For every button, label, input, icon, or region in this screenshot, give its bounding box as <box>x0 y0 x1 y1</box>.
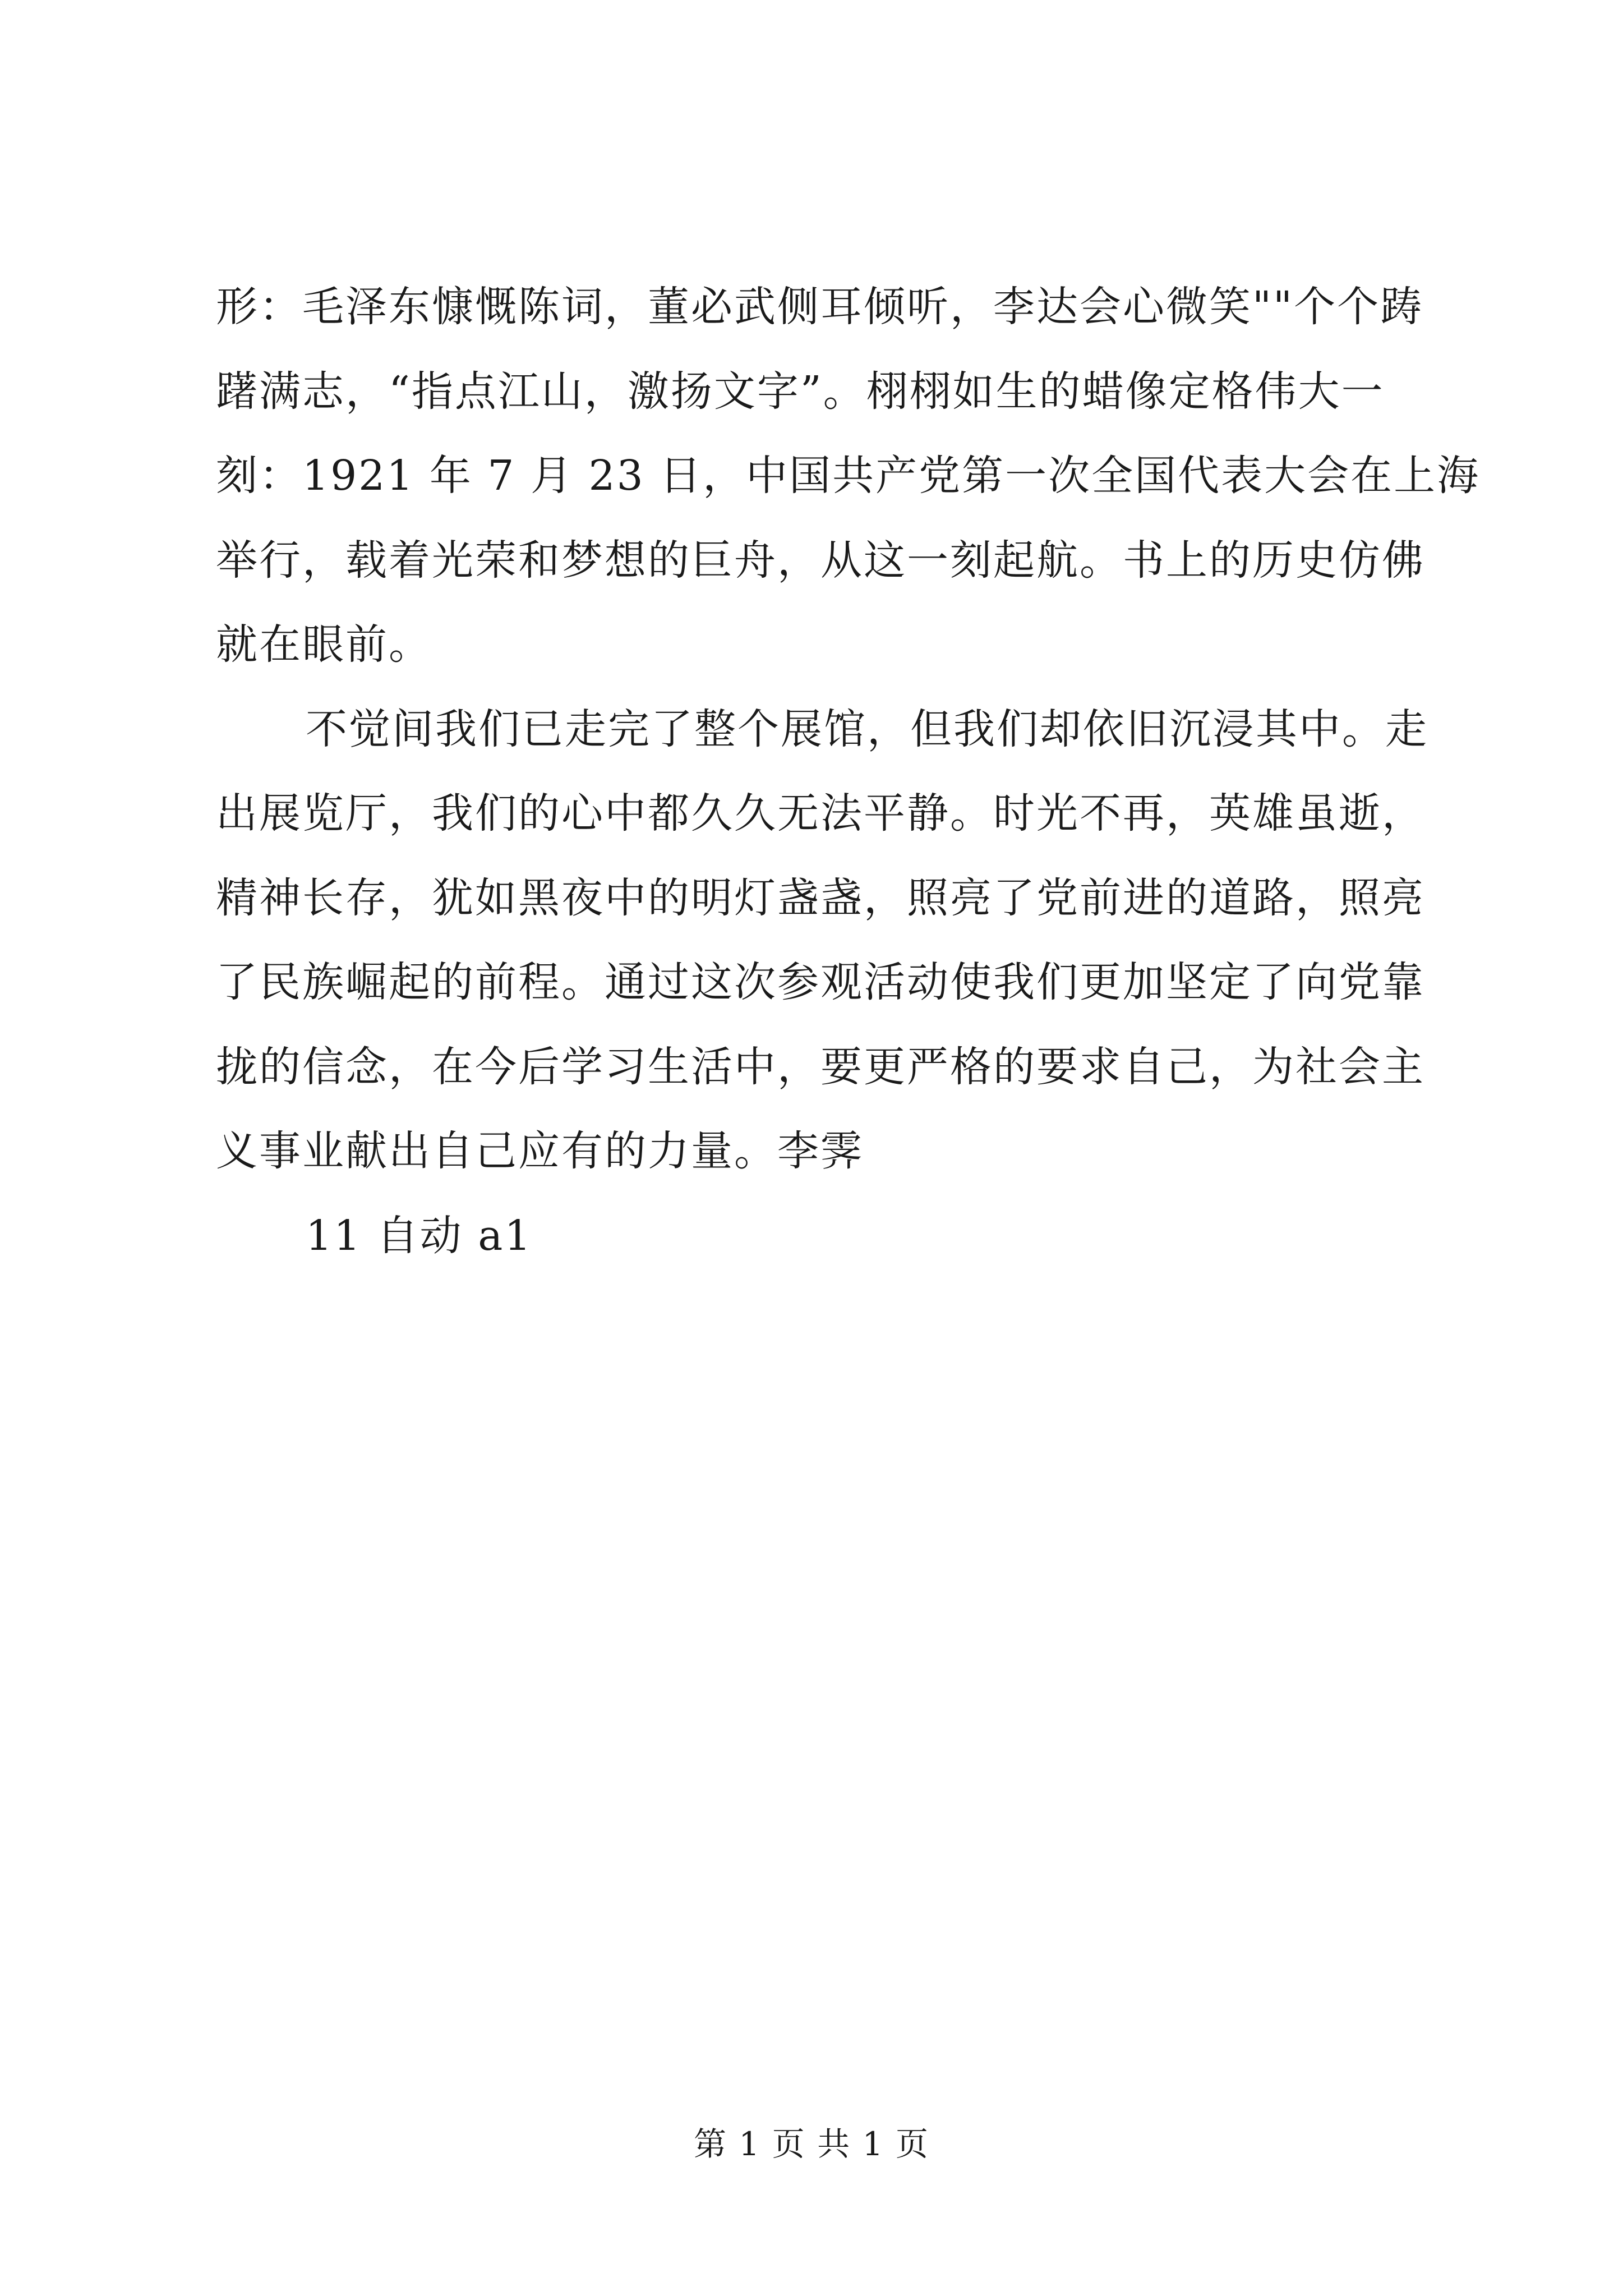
paragraph-1-line-4: 举行，载着光荣和梦想的巨舟，从这一刻起航。书上的历史仿佛 <box>216 536 1425 585</box>
paragraph-2-line-6: 义事业献出自己应有的力量。李霁 <box>216 1127 864 1175</box>
paragraph-3-line-1: 11 自动 a1 <box>306 1211 533 1260</box>
page-footer: 第 1 页 共 1 页 <box>694 2125 929 2163</box>
paragraph-1-line-5: 就在眼前。 <box>216 620 432 669</box>
paragraph-1-line-2: 躇满志，“指点江山，激扬文字”。栩栩如生的蜡像定格伟大一 <box>216 367 1385 416</box>
paragraph-2-line-2: 出展览厅，我们的心中都久久无法平静。时光不再，英雄虽逝， <box>216 789 1425 838</box>
document-body <box>216 265 1481 1278</box>
paragraph-2-line-3: 精神长存，犹如黑夜中的明灯盏盏，照亮了党前进的道路，照亮 <box>216 873 1425 922</box>
paragraph-1-line-1: 形：毛泽东慷慨陈词，董必武侧耳倾听，李达会心微笑""个个踌 <box>216 283 1424 331</box>
paragraph-2-line-1: 不觉间我们已走完了整个展馆，但我们却依旧沉浸其中。走 <box>306 705 1428 753</box>
paragraph-1-line-3: 刻：1921 年 7 月 23 日，中国共产党第一次全国代表大会在上海 <box>216 452 1481 500</box>
paragraph-2-line-5: 拢的信念，在今后学习生活中，要更严格的要求自己，为社会主 <box>216 1042 1425 1091</box>
paragraph-2-line-4: 了民族崛起的前程。通过这次参观活动使我们更加坚定了向党靠 <box>216 958 1425 1006</box>
